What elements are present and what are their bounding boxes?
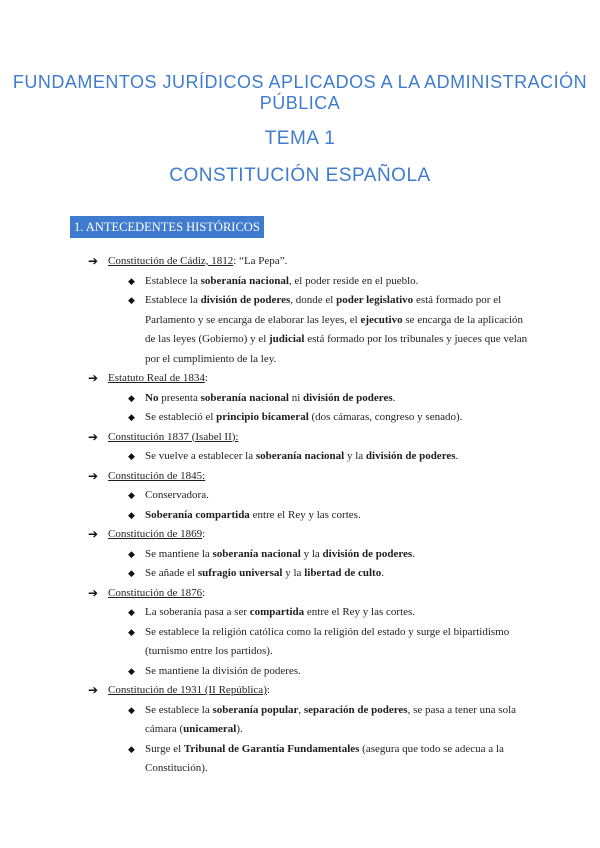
text-run: . bbox=[381, 567, 384, 579]
bullet-item bbox=[0, 740, 600, 779]
bullet-item bbox=[0, 545, 600, 565]
bullet-icon: ◆ bbox=[128, 568, 135, 578]
section-header: 1. ANTECEDENTES HISTÓRICOS bbox=[70, 216, 264, 238]
text-run: Surge el bbox=[145, 742, 184, 755]
text-run: Se vuelve a establecer la bbox=[145, 450, 256, 462]
section-label: Constitución 1837 (Isabel II): bbox=[108, 430, 239, 443]
section-item bbox=[0, 584, 600, 604]
tema-heading: TEMA 1 bbox=[264, 128, 336, 149]
bullet-icon: ◆ bbox=[128, 412, 135, 422]
bold-text: soberanía nacional bbox=[212, 547, 301, 560]
bullet-icon: ◆ bbox=[128, 743, 135, 754]
section-label: Constitución de 1876 bbox=[108, 586, 203, 599]
section-label-suffix: : “La Pepa”. bbox=[233, 255, 288, 267]
text-run: Establece la bbox=[145, 274, 201, 287]
text-run: ). bbox=[236, 723, 243, 735]
bold-text: sufragio universal bbox=[197, 567, 283, 579]
text-run: Se mantiene la bbox=[145, 547, 213, 560]
section-label: Constitución de 1931 (II República) bbox=[108, 684, 267, 696]
text-run: Se establece la bbox=[145, 703, 213, 716]
arrow-right-icon: ➔ bbox=[88, 371, 99, 385]
bold-text: Tribunal de Garantía Fundamentales bbox=[183, 742, 360, 755]
bold-text: poder legislativo bbox=[336, 294, 414, 306]
text-run: Se añade el bbox=[145, 567, 198, 579]
bold-text: soberanía nacional bbox=[200, 274, 289, 287]
text-run: Se estableció el bbox=[145, 411, 217, 423]
bold-text: compartida bbox=[249, 606, 305, 618]
text-run: (dos cámaras, congreso y senado). bbox=[308, 411, 463, 423]
section-item bbox=[0, 428, 600, 448]
text-run: y la bbox=[300, 547, 323, 560]
text-run: . bbox=[455, 450, 459, 462]
bullet-item bbox=[0, 408, 600, 428]
document-subtitle: CONSTITUCIÓN ESPAÑOLA bbox=[169, 165, 431, 186]
section-item bbox=[0, 369, 600, 389]
bullet-icon: ◆ bbox=[128, 704, 135, 715]
text-run: Se establece la religión católica como la religión del estado y surge el bipartidismo (turnismo entre los partidos). bbox=[145, 625, 510, 657]
text-run: , bbox=[298, 703, 304, 716]
section-item bbox=[0, 467, 600, 487]
bullet-icon: ◆ bbox=[128, 548, 135, 559]
bullet-item bbox=[0, 701, 600, 740]
text-run: Conservadora. bbox=[145, 489, 209, 501]
bullet-icon: ◆ bbox=[128, 451, 135, 461]
bullet-item bbox=[0, 623, 600, 662]
bold-text: unicameral bbox=[183, 723, 237, 735]
bullet-icon: ◆ bbox=[128, 626, 135, 637]
text-run: Establece la bbox=[145, 294, 201, 306]
section-item bbox=[0, 252, 600, 272]
arrow-right-icon: ➔ bbox=[88, 585, 99, 600]
document-title: FUNDAMENTOS JURÍDICOS APLICADOS A LA ADMINISTRACIÓN PÚBLICA bbox=[12, 72, 588, 113]
bullet-item bbox=[0, 564, 600, 584]
bold-text: ejecutivo bbox=[360, 313, 403, 326]
text-run: , el poder reside en el pueblo. bbox=[288, 274, 419, 287]
section-item bbox=[0, 525, 600, 545]
bullet-item bbox=[0, 486, 600, 506]
bold-text: Soberanía compartida bbox=[145, 508, 250, 521]
bullet-icon: ◆ bbox=[128, 295, 135, 305]
bullet-item bbox=[0, 603, 600, 623]
bullet-icon: ◆ bbox=[128, 490, 135, 500]
bold-text: soberanía popular bbox=[212, 703, 299, 716]
bullet-item bbox=[0, 447, 600, 467]
text-run: presenta bbox=[158, 391, 201, 404]
section-label-suffix: : bbox=[266, 684, 270, 696]
text-run: está formado por los tribunales y jueces que velan por el cumplimiento de la ley. bbox=[145, 333, 528, 365]
bullet-icon: ◆ bbox=[128, 607, 135, 617]
bold-text: judicial bbox=[269, 333, 305, 345]
bold-text: separación de poderes bbox=[303, 703, 408, 716]
text-run: y la bbox=[282, 567, 305, 579]
section-item bbox=[0, 681, 600, 701]
bullet-item bbox=[0, 506, 600, 526]
arrow-right-icon: ➔ bbox=[88, 527, 99, 541]
bold-text: división de poderes bbox=[365, 450, 456, 462]
bullet-item bbox=[0, 291, 600, 369]
arrow-right-icon: ➔ bbox=[88, 468, 99, 483]
bullet-item bbox=[0, 662, 600, 682]
bold-text: división de poderes bbox=[322, 547, 413, 560]
text-run: ni bbox=[288, 391, 303, 404]
section-label-suffix: : bbox=[202, 528, 206, 540]
bullet-icon: ◆ bbox=[128, 275, 135, 286]
section-label: Constitución de 1845: bbox=[108, 469, 206, 482]
bullet-item bbox=[0, 272, 600, 292]
arrow-right-icon: ➔ bbox=[88, 254, 99, 268]
bold-text: libertad de culto bbox=[304, 567, 382, 579]
section-label: Estatuto Real de 1834 bbox=[108, 372, 205, 384]
bold-text: principio bicameral bbox=[216, 411, 309, 423]
bold-text: soberanía nacional bbox=[255, 450, 345, 462]
text-run: . bbox=[412, 547, 415, 560]
bullet-icon: ◆ bbox=[128, 392, 135, 403]
text-run: se encarga de la aplicación de las leyes (Gobierno) y el bbox=[145, 313, 524, 345]
content-list bbox=[0, 252, 600, 779]
text-run: Se mantiene la división de poderes. bbox=[145, 664, 301, 677]
bullet-icon: ◆ bbox=[128, 509, 135, 520]
text-run: y la bbox=[344, 450, 366, 462]
text-run: (asegura que todo se adecua a la Constitución). bbox=[145, 742, 504, 774]
bullet-icon: ◆ bbox=[128, 665, 135, 676]
text-run: La soberanía pasa a ser bbox=[145, 606, 250, 618]
arrow-right-icon: ➔ bbox=[88, 683, 99, 697]
section-label: Constitución de Cádiz, 1812 bbox=[108, 255, 234, 267]
bullet-item bbox=[0, 389, 600, 409]
text-run: entre el Rey y las cortes. bbox=[304, 606, 416, 618]
text-run: entre el Rey y las cortes. bbox=[249, 508, 361, 521]
section-label-suffix: : bbox=[202, 586, 206, 599]
section-label: Constitución de 1869 bbox=[108, 528, 203, 540]
arrow-right-icon: ➔ bbox=[88, 429, 99, 444]
bold-text: división de poderes bbox=[200, 294, 291, 306]
text-run: está formado por el Parlamento y se encarga de elaborar las leyes, el bbox=[145, 294, 502, 326]
bold-text: soberanía nacional bbox=[200, 391, 289, 404]
text-run: , se pasa a tener una sola cámara ( bbox=[145, 703, 517, 735]
bold-text: No bbox=[145, 391, 159, 404]
text-run: . bbox=[392, 391, 396, 404]
section-label-suffix: : bbox=[204, 372, 208, 384]
bold-text: división de poderes bbox=[303, 391, 393, 404]
text-run: , donde el bbox=[290, 294, 337, 306]
